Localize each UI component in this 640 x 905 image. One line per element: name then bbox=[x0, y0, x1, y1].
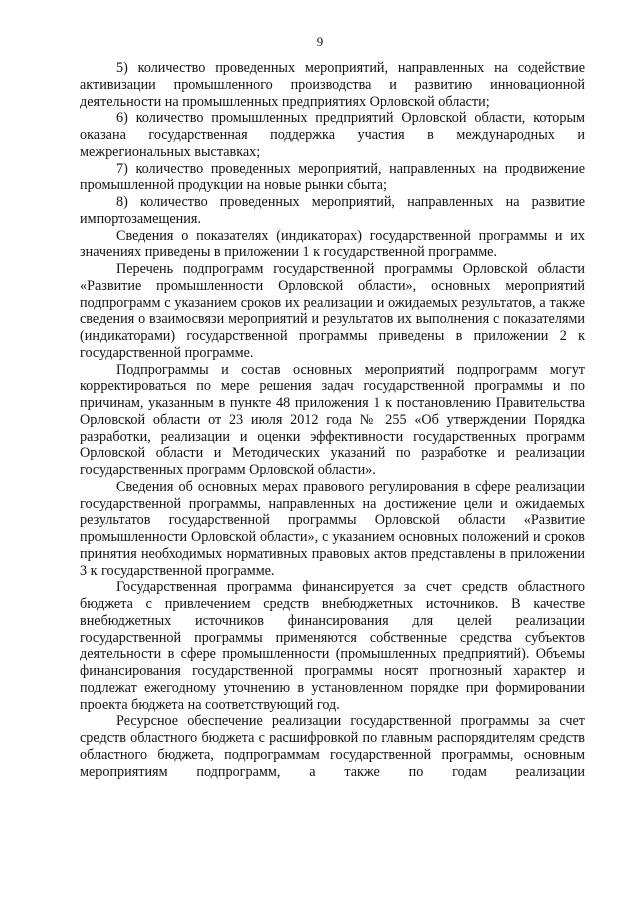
paragraph-subprograms-adjustment: Подпрограммы и состав основных мероприятий подпрограмм могут корректироваться по мере решения задач государственной программы и по причинам, указанным в пункте 48 приложения 1 к постановлению Правительства Орловской области от 23 июля 2012 года № 255 «Об утверждении Порядка разработки, реализации и оценки эффективности государственных программ Орловской области и Методических указаний по разработке и реализации государственных программ Орловской области». bbox=[80, 361, 585, 478]
paragraph-financing: Государственная программа финансируется за счет средств областного бюджета с привлечением средств внебюджетных источников. В качестве внебюджетных источников финансирования для целей реализации государственной программы применяются собственные средства субъектов деятельности в сфере промышленности (промышленных предприятий). Объемы финансирования государственной программы носят прогнозный характер и подлежат ежегодному уточнению в установленном порядке при формировании проекта бюджета на соответствующий год. bbox=[80, 579, 585, 713]
paragraph-item-5: 5) количество проведенных мероприятий, направленных на содействие активизации промышленного производства и развитию инновационной деятельности на промышленных предприятиях Орловской области; bbox=[80, 60, 585, 110]
paragraph-item-8: 8) количество проведенных мероприятий, направленных на развитие импортозамещения. bbox=[80, 194, 585, 227]
paragraph-item-6: 6) количество промышленных предприятий Орловской области, которым оказана государственная поддержка участия в международных и межрегиональных выставках; bbox=[80, 110, 585, 160]
page-number: 9 bbox=[316, 34, 324, 49]
paragraph-legal-regulation: Сведения об основных мерах правового регулирования в сфере реализации государственной программы, направленных на достижение цели и ожидаемых результатов государственной программы Орловской области «Развитие промышленности Орловской области», с указанием основных положений и сроков принятия необходимых нормативных правовых актов представлены в приложении 3 к государственной программе. bbox=[80, 478, 585, 579]
paragraph-indicators: Сведения о показателях (индикаторах) государственной программы и их значениях приведены в приложении 1 к государственной программе. bbox=[80, 227, 585, 261]
paragraph-subprograms-list: Перечень подпрограмм государственной программы Орловской области «Развитие промышленности Орловской области», основных мероприятий подпрограмм с указанием сроков их реализации и ожидаемых результатов, а также сведения о взаимосвязи мероприятий и результатов их выполнения с показателями (индикаторами) государственной программы приведены в приложении 2 к государственной программе. bbox=[80, 261, 585, 361]
paragraph-resource-provision: Ресурсное обеспечение реализации государственной программы за счет средств областного бюджета с расшифровкой по главным распорядителям средств областного бюджета, подпрограммам государственной программы, основным мероприятиям подпрограмм, а также по годам реализации bbox=[80, 713, 585, 780]
paragraph-item-7: 7) количество проведенных мероприятий, направленных на продвижение промышленной продукции на новые рынки сбыта; bbox=[80, 160, 585, 194]
document-body bbox=[80, 60, 585, 780]
